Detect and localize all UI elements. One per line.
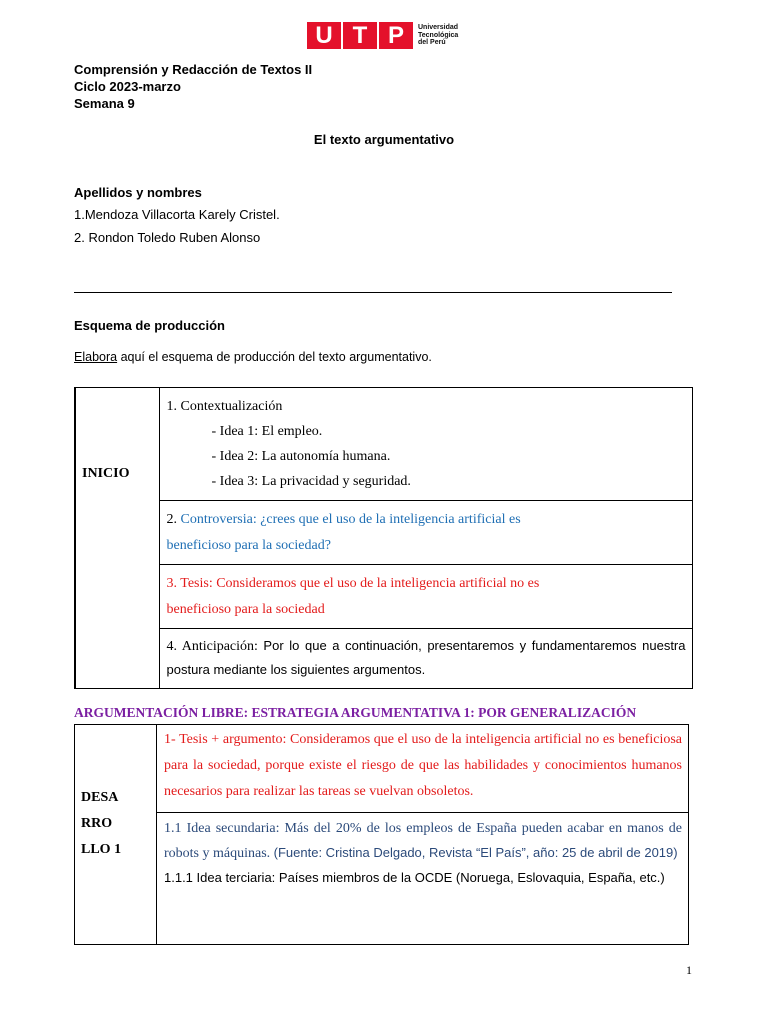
idea-2: - Idea 2: La autonomía humana. xyxy=(211,449,391,464)
controversy-cell xyxy=(159,501,692,565)
course-week: Semana 9 xyxy=(74,96,135,111)
utp-logo xyxy=(307,22,478,49)
logo-university-name: Universidad Tecnológica del Perú xyxy=(418,24,459,47)
inicio-label: INICIO xyxy=(82,466,130,481)
desarrollo-table xyxy=(74,724,689,945)
production-instruction xyxy=(74,350,432,364)
anticipation-text: Por lo que a continuación, presentaremos y fundamentaremos nuestra postura mediante los siguientes argumentos. xyxy=(166,638,686,677)
argument-cell xyxy=(157,725,689,813)
logo-letter-p: P xyxy=(379,22,413,49)
thesis-line-1: 3. Tesis: Consideramos que el uso de la inteligencia artificial no es xyxy=(166,576,540,591)
secondary-idea-cell xyxy=(157,813,689,945)
controversy-question-cont: beneficioso para la sociedad? xyxy=(166,538,331,553)
contextualization-cell xyxy=(159,388,692,501)
desarrollo-label-cell xyxy=(75,725,157,945)
course-cycle: Ciclo 2023-marzo xyxy=(74,79,181,94)
document-title: El texto argumentativo xyxy=(313,132,455,147)
page-number: 1 xyxy=(686,963,692,977)
logo-letter-t: T xyxy=(343,22,377,49)
divider-line xyxy=(74,292,672,293)
thesis-argument: 1- Tesis + argumento: Consideramos que el uso de la inteligencia artificial no es beneficiosa para la sociedad, porque existe el riesgo de que las habilidades y conocimientos humanos necesarios para realizar las tareas se vuelvan obsoletos. xyxy=(164,732,682,799)
controversy-question: Controversia: ¿crees que el uso de la inteligencia artificial es xyxy=(180,512,521,527)
controversy-number: 2. xyxy=(166,512,181,527)
tertiary-idea: 1.1.1 Idea terciaria: Países miembros de la OCDE (Noruega, Eslovaquia, España, etc.) xyxy=(164,870,665,885)
desarrollo-label: DESA RRO LLO 1 xyxy=(81,789,122,857)
thesis-line-2: beneficioso para la sociedad xyxy=(166,602,325,617)
strategy-heading: ARGUMENTACIÓN LIBRE: ESTRATEGIA ARGUMENTATIVA 1: POR GENERALIZACIÓN xyxy=(74,705,637,720)
idea-3: - Idea 3: La privacidad y seguridad. xyxy=(211,474,411,489)
secondary-source: (Fuente: Cristina Delgado, Revista “El País”, año: 25 de abril de 2019) xyxy=(273,845,678,860)
student-1: 1.Mendoza Villacorta Karely Cristel. xyxy=(74,207,280,222)
names-label: Apellidos y nombres xyxy=(74,185,202,200)
inicio-label-cell xyxy=(75,388,159,689)
contextualization-title: 1. Contextualización xyxy=(166,399,283,414)
idea-1: - Idea 1: El empleo. xyxy=(211,424,323,439)
instruction-rest: aquí el esquema de producción del texto argumentativo. xyxy=(117,350,432,364)
production-heading: Esquema de producción xyxy=(74,318,225,333)
secondary-idea: 1.1 Idea secundaria: Más del 20% de los empleos de España pueden acabar en manos de robots y máquinas. xyxy=(164,821,682,861)
inicio-table xyxy=(74,387,693,689)
instruction-verb: Elabora xyxy=(74,350,118,364)
anticipation-label: 4. Anticipación: xyxy=(166,639,264,654)
course-name: Comprensión y Redacción de Textos II xyxy=(74,62,313,77)
student-2: 2. Rondon Toledo Ruben Alonso xyxy=(74,230,261,245)
anticipation-cell xyxy=(159,629,692,689)
logo-letter-u: U xyxy=(307,22,341,49)
thesis-cell xyxy=(159,565,692,629)
